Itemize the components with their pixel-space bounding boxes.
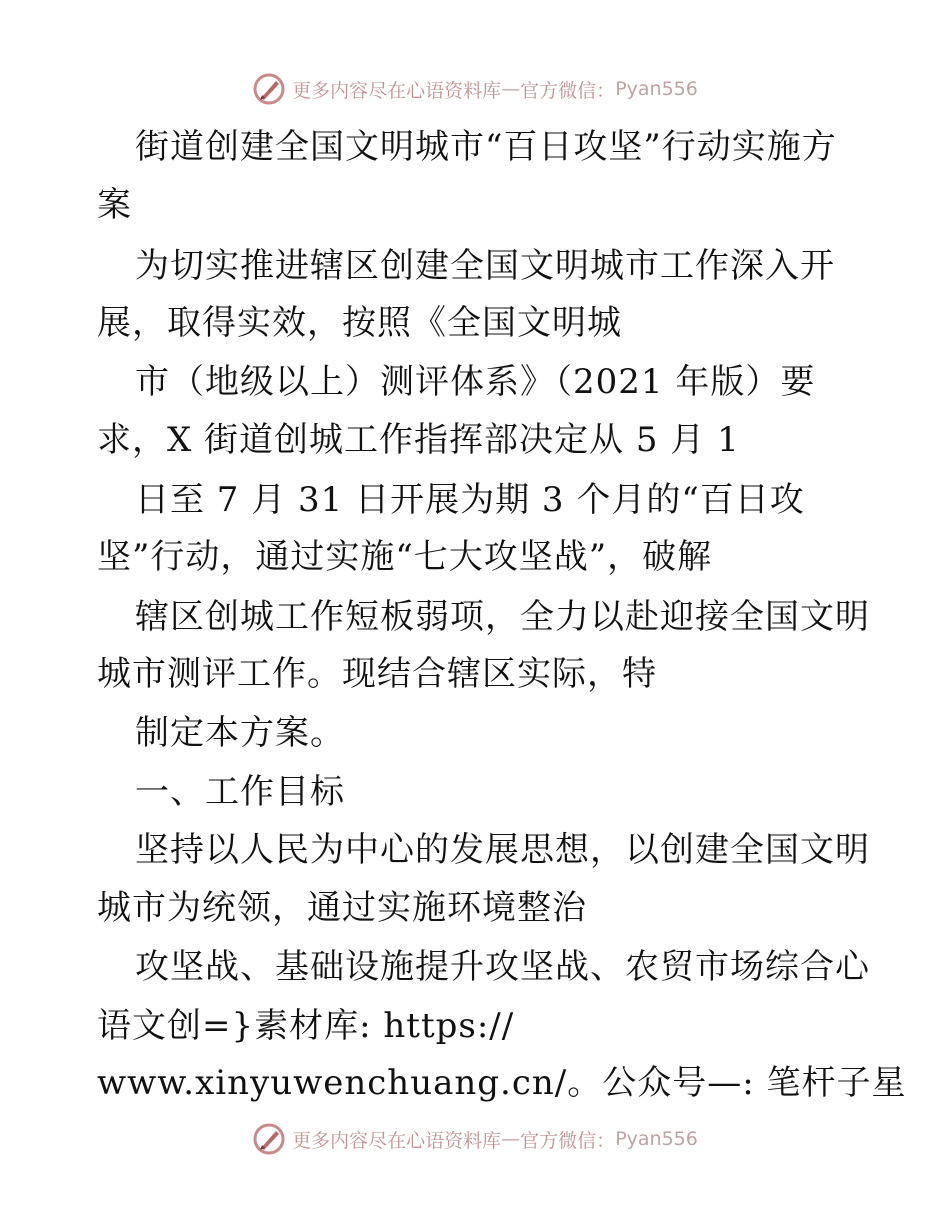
- footer-watermark: [0, 1122, 950, 1156]
- watermark-text: 更多内容尽在心语资料库: [292, 79, 502, 102]
- watermark-text: 更多内容尽在心语资料库: [292, 1129, 502, 1152]
- pen-logo-icon: [252, 72, 286, 106]
- section-heading: 一、工作目标: [135, 772, 345, 812]
- text-line: 制定本方案。: [135, 713, 345, 753]
- header-watermark: [0, 72, 950, 106]
- text-line: 语文创=}素材库: https://: [97, 1006, 515, 1046]
- text-line: 攻坚战、基础设施提升攻坚战、农贸市场综合心: [135, 947, 870, 987]
- text-line: 城市测评工作。现结合辖区实际，特: [97, 654, 657, 694]
- pen-logo-icon: [252, 1122, 286, 1156]
- text-line: 街道创建全国文明城市“百日攻坚”行动实施方: [135, 127, 837, 167]
- text-line: 坚持以人民为中心的发展思想，以创建全国文明: [135, 830, 870, 870]
- watermark-handle: Pyan556: [615, 1128, 698, 1150]
- text-line: 求，X 街道创城工作指挥部决定从 5 月 1: [97, 420, 740, 460]
- text-line: www.xinyuwenchuang.cn/。公众号—: 笔杆子星: [97, 1063, 907, 1103]
- text-line: 展，取得实效，按照《全国文明城: [97, 303, 622, 343]
- watermark-separator: —: [501, 1128, 521, 1150]
- text-line: 辖区创城工作短板弱项，全力以赴迎接全国文明: [135, 597, 870, 637]
- text-line: 市（地级以上）测评体系》（2021 年版）要: [135, 362, 816, 402]
- watermark-label: 官方微信：: [520, 1129, 616, 1152]
- text-line: 案: [97, 185, 132, 225]
- text-line: 城市为统领，通过实施环境整治: [97, 888, 587, 928]
- watermark-separator: —: [501, 78, 521, 100]
- watermark-handle: Pyan556: [615, 78, 698, 100]
- watermark-label: 官方微信：: [520, 79, 616, 102]
- text-line: 坚”行动，通过实施“七大攻坚战”，破解: [97, 537, 713, 577]
- text-line: 为切实推进辖区创建全国文明城市工作深入开: [135, 246, 835, 286]
- text-line: 日至 7 月 31 日开展为期 3 个月的“百日攻: [135, 480, 805, 520]
